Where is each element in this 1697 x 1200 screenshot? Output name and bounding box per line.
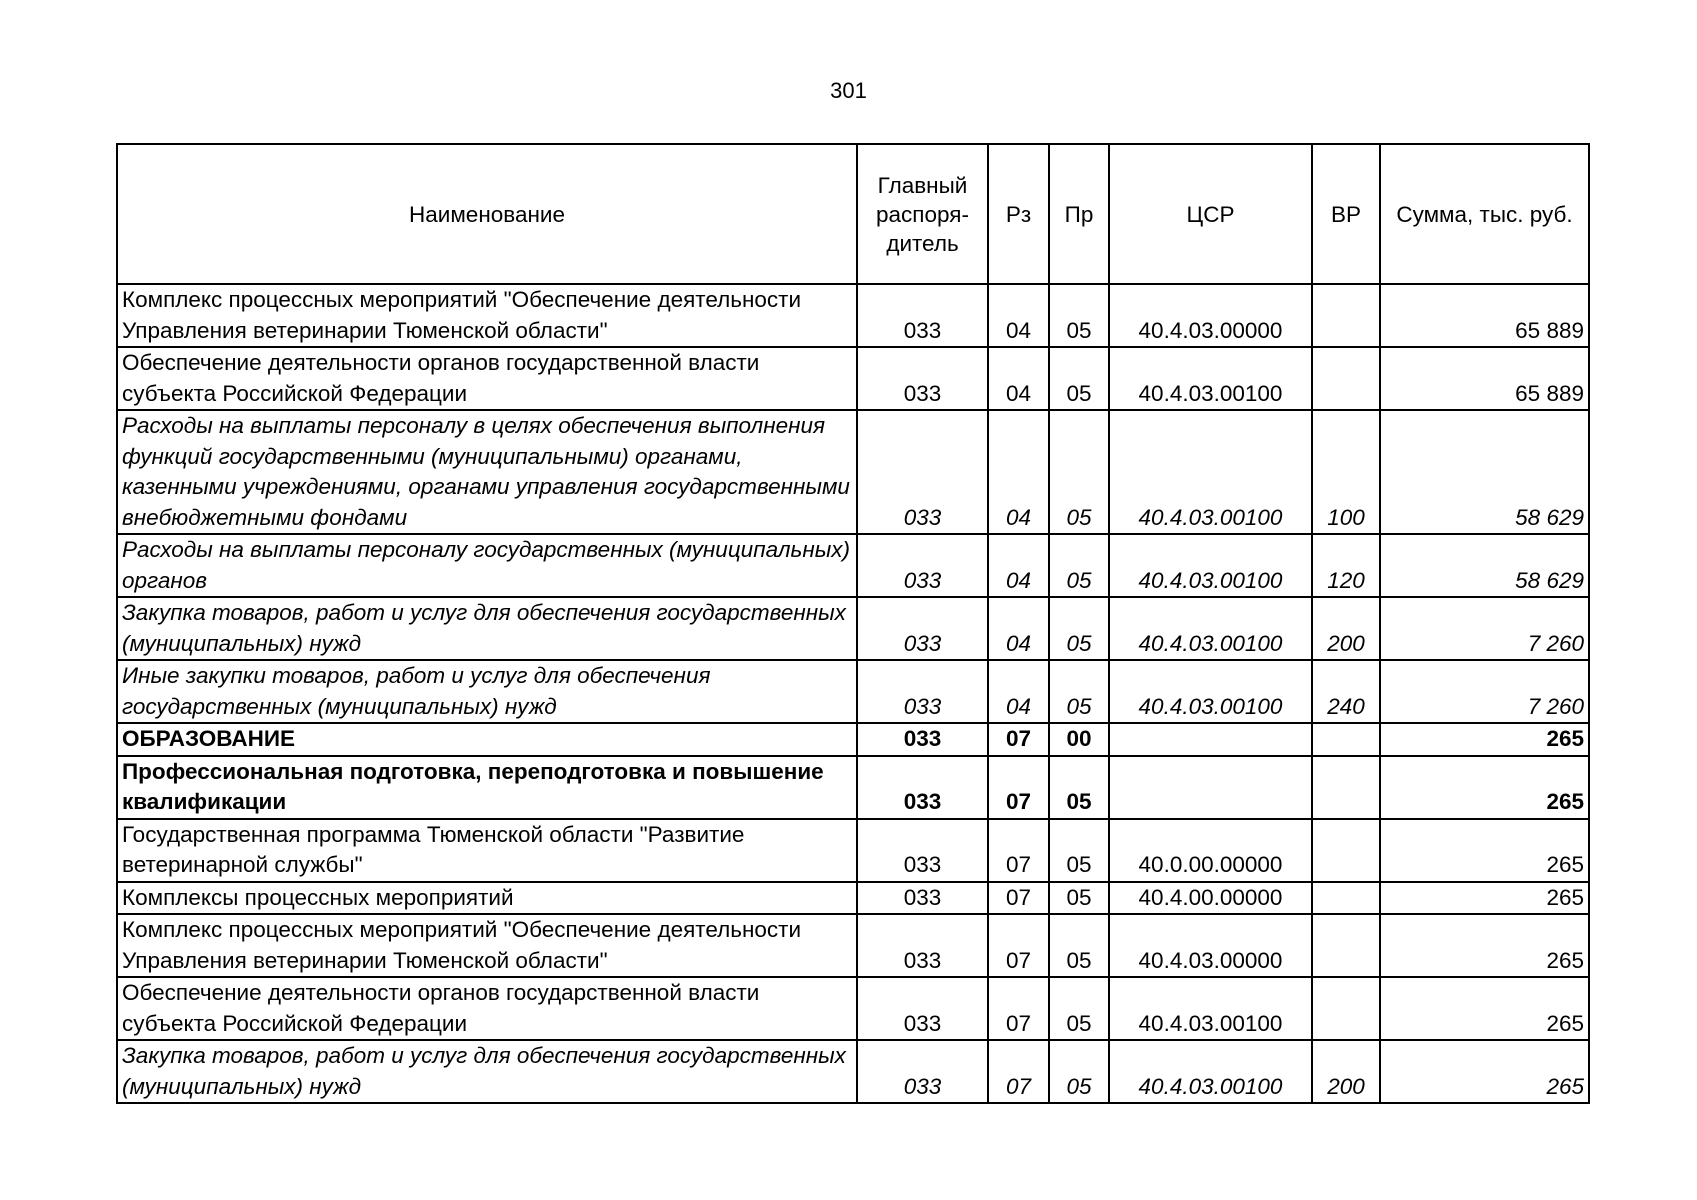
cell-section: 07 [988,882,1049,915]
cell-amount: 265 [1380,756,1589,819]
table-row [117,882,1589,915]
cell-main-manager: 033 [857,1040,988,1103]
cell-section: 04 [988,597,1049,660]
cell-target-article [1109,756,1312,819]
cell-subsection: 05 [1049,1040,1109,1103]
cell-name: Обеспечение деятельности органов государственной власти субъекта Российской Федерации [117,977,857,1040]
cell-section: 07 [988,756,1049,819]
table-row [117,347,1589,410]
cell-name: Расходы на выплаты персоналу в целях обеспечения выполнения функций государственными (муниципальными) органами, казенными учреждениями, органами управления государственными внебюджетными фондами [117,410,857,534]
cell-subsection: 05 [1049,660,1109,723]
cell-name: Обеспечение деятельности органов государственной власти субъекта Российской Федерации [117,347,857,410]
cell-name: Комплексы процессных мероприятий [117,882,857,915]
header-main-manager: Главный распоря- дитель [857,144,988,284]
cell-main-manager: 033 [857,534,988,597]
table-row [117,977,1589,1040]
cell-main-manager: 033 [857,882,988,915]
header-name: Наименование [117,144,857,284]
cell-target-article: 40.4.03.00100 [1109,534,1312,597]
cell-section: 04 [988,660,1049,723]
table-header-row [117,144,1589,284]
cell-target-article: 40.4.03.00000 [1109,284,1312,347]
table-row [117,534,1589,597]
cell-name: Комплекс процессных мероприятий "Обеспечение деятельности Управления ветеринарии Тюменской области" [117,914,857,977]
cell-main-manager: 033 [857,284,988,347]
cell-target-article: 40.4.03.00100 [1109,597,1312,660]
cell-subsection: 05 [1049,756,1109,819]
cell-target-article: 40.4.03.00100 [1109,977,1312,1040]
cell-amount: 65 889 [1380,347,1589,410]
table-row [117,597,1589,660]
header-amount: Сумма, тыс. руб. [1380,144,1589,284]
cell-subsection: 05 [1049,534,1109,597]
cell-amount: 7 260 [1380,660,1589,723]
cell-name: Закупка товаров, работ и услуг для обеспечения государственных (муниципальных) нужд [117,1040,857,1103]
cell-main-manager: 033 [857,660,988,723]
cell-expense-type [1312,819,1380,882]
cell-target-article: 40.4.03.00100 [1109,1040,1312,1103]
cell-subsection: 05 [1049,347,1109,410]
cell-section: 07 [988,723,1049,756]
cell-subsection: 05 [1049,284,1109,347]
cell-section: 04 [988,534,1049,597]
header-expense-type: ВР [1312,144,1380,284]
cell-section: 04 [988,284,1049,347]
cell-section: 04 [988,410,1049,534]
cell-main-manager: 033 [857,977,988,1040]
cell-expense-type [1312,756,1380,819]
cell-amount: 58 629 [1380,534,1589,597]
cell-target-article: 40.0.00.00000 [1109,819,1312,882]
cell-subsection: 05 [1049,410,1109,534]
cell-subsection: 00 [1049,723,1109,756]
cell-expense-type [1312,882,1380,915]
cell-expense-type: 200 [1312,1040,1380,1103]
cell-subsection: 05 [1049,914,1109,977]
cell-target-article: 40.4.03.00100 [1109,410,1312,534]
cell-amount: 265 [1380,723,1589,756]
table-row [117,756,1589,819]
cell-expense-type: 200 [1312,597,1380,660]
table-row [117,914,1589,977]
cell-expense-type [1312,347,1380,410]
table-row [117,284,1589,347]
cell-target-article [1109,723,1312,756]
cell-amount: 265 [1380,882,1589,915]
cell-name: Профессиональная подготовка, переподготовка и повышение квалификации [117,756,857,819]
cell-amount: 58 629 [1380,410,1589,534]
cell-section: 07 [988,1040,1049,1103]
cell-name: Закупка товаров, работ и услуг для обеспечения государственных (муниципальных) нужд [117,597,857,660]
cell-amount: 7 260 [1380,597,1589,660]
cell-expense-type [1312,723,1380,756]
cell-target-article: 40.4.00.00000 [1109,882,1312,915]
table-row [117,410,1589,534]
page-number: 301 [830,78,867,103]
table-body [117,284,1589,1103]
cell-name: Государственная программа Тюменской области "Развитие ветеринарной службы" [117,819,857,882]
table-row [117,1040,1589,1103]
header-section: Рз [988,144,1049,284]
table-row [117,660,1589,723]
cell-section: 04 [988,347,1049,410]
cell-target-article: 40.4.03.00000 [1109,914,1312,977]
cell-main-manager: 033 [857,756,988,819]
cell-name: Иные закупки товаров, работ и услуг для обеспечения государственных (муниципальных) нужд [117,660,857,723]
cell-amount: 265 [1380,819,1589,882]
cell-main-manager: 033 [857,914,988,977]
cell-subsection: 05 [1049,977,1109,1040]
cell-target-article: 40.4.03.00100 [1109,347,1312,410]
header-target-article: ЦСР [1109,144,1312,284]
cell-amount: 265 [1380,914,1589,977]
cell-expense-type [1312,284,1380,347]
cell-main-manager: 033 [857,597,988,660]
cell-amount: 265 [1380,977,1589,1040]
cell-amount: 65 889 [1380,284,1589,347]
cell-expense-type: 240 [1312,660,1380,723]
budget-table [116,143,1590,1104]
cell-subsection: 05 [1049,597,1109,660]
cell-main-manager: 033 [857,819,988,882]
table-row [117,819,1589,882]
cell-name: Расходы на выплаты персоналу государственных (муниципальных) органов [117,534,857,597]
cell-section: 07 [988,914,1049,977]
header-subsection: Пр [1049,144,1109,284]
cell-section: 07 [988,977,1049,1040]
cell-main-manager: 033 [857,410,988,534]
cell-expense-type [1312,977,1380,1040]
cell-expense-type: 100 [1312,410,1380,534]
cell-name: ОБРАЗОВАНИЕ [117,723,857,756]
cell-name: Комплекс процессных мероприятий "Обеспечение деятельности Управления ветеринарии Тюменской области" [117,284,857,347]
cell-main-manager: 033 [857,723,988,756]
cell-main-manager: 033 [857,347,988,410]
cell-amount: 265 [1380,1040,1589,1103]
cell-section: 07 [988,819,1049,882]
table-row [117,723,1589,756]
cell-expense-type: 120 [1312,534,1380,597]
cell-expense-type [1312,914,1380,977]
cell-target-article: 40.4.03.00100 [1109,660,1312,723]
cell-subsection: 05 [1049,882,1109,915]
cell-subsection: 05 [1049,819,1109,882]
